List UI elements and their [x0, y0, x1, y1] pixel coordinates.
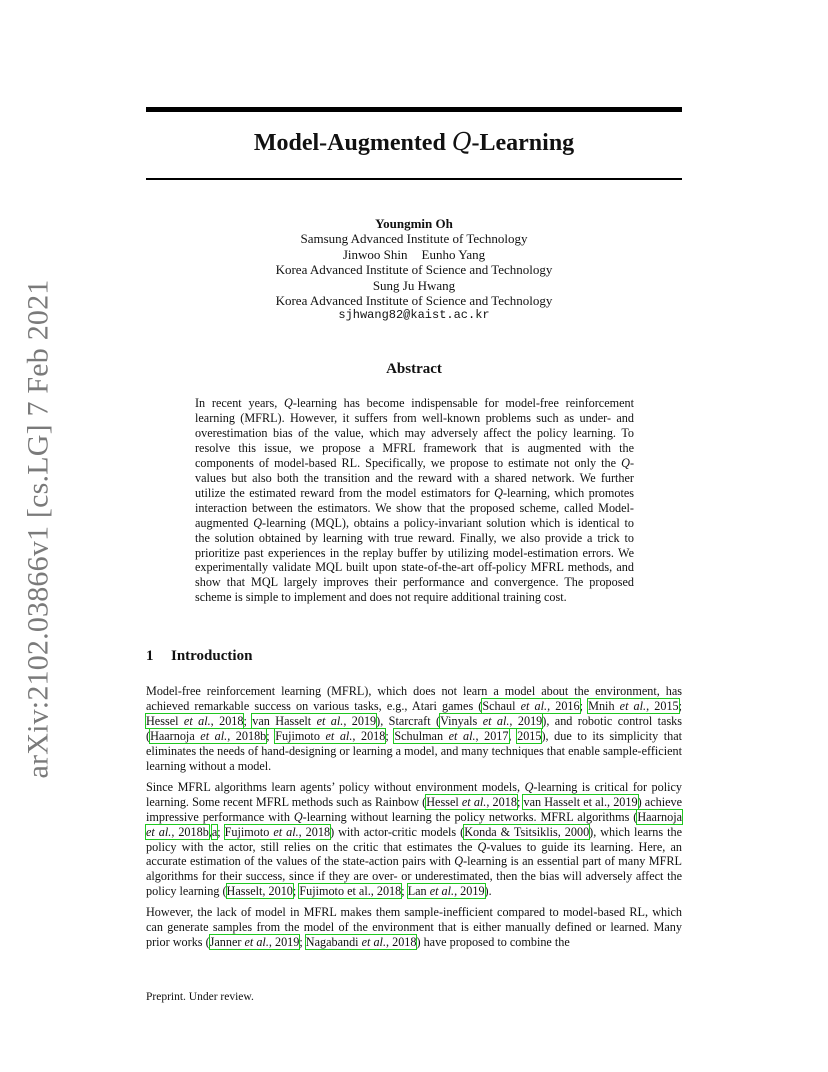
title-prefix: Model-Augmented [253, 130, 452, 156]
paragraph: However, the lack of model in MFRL makes them sample-inefficient compared to model-based RL, which can generate samples from the model of the environment that is either manually defined or learned. Many prior works (Janner et al., 2019; Nagabandi et al., 2018) have proposed to combine the [146, 905, 682, 950]
title-q-symbol: Q [451, 128, 472, 156]
paragraph: Model-free reinforcement learning (MFRL), which does not learn a model about the environment, has achieved remarkable success on various tasks, e.g., Atari games (Schaul et al., 2016; Mnih et al., 2015; Hessel et al., 2018; van Hasselt et al., 2019), Starcraft (Vinyals et al., 2019), and robotic control tasks (Haarnoja et al., 2018b; Fujimoto et al., 2018; Schulman et al., 2017, 2015), due to its simplicity that eliminates the needs of hand-designing or learning a model, and many techniques that enable sample-efficient learning without a model. [146, 684, 683, 773]
citation-link[interactable]: a [211, 824, 218, 839]
citation-link[interactable]: van Hasselt et al., 2019 [523, 794, 638, 809]
citation-link[interactable]: Mnih et al., 2015 [588, 698, 679, 713]
citation-link[interactable]: Hessel et al., 2018 [146, 713, 244, 728]
paper-title [146, 128, 682, 157]
citation-link[interactable]: Konda & Tsitsiklis, 2000 [464, 824, 590, 839]
citation-link[interactable]: Haarnoja et al., 2018b [150, 728, 267, 743]
author-name: Eunho Yang [421, 246, 486, 262]
section-number: 1 [146, 648, 154, 664]
section-title: Introduction [171, 648, 253, 664]
arxiv-id-text: arXiv:2102.03866v1 [cs.LG] 7 Feb 2021 [21, 279, 55, 779]
citation-link[interactable]: Schulman et al., 2017 [394, 728, 509, 743]
citation-link[interactable]: Lan et al., 2019 [407, 884, 485, 899]
author-name: Youngmin Oh [375, 216, 453, 231]
title-top-rule [146, 107, 682, 112]
citation-link[interactable]: Hessel et al., 2018 [426, 794, 517, 809]
introduction-body [146, 684, 682, 956]
title-bottom-rule [146, 178, 682, 180]
citation-link[interactable]: 2015 [517, 728, 542, 743]
paragraph: Since MFRL algorithms learn agents’ policy without environment models, Q-learning is critical for policy learning. Some recent MFRL methods such as Rainbow (Hessel et al., 2018; van Hasselt et al., 2019) achieve impressive performance with Q-learning without learning the policy networks. MFRL algorithms (Haarnoja et al., 2018b,a; Fujimoto et al., 2018) with actor-critic models (Konda & Tsitsiklis, 2000), which learns the policy with the actor, still relies on the critic that estimates the Q-values to guide its learning. Here, an accurate estimation of the values of the state-action pairs with Q-learning is an essential part of many MFRL algorithms for their success, since if they are over- or underestimated, then the bias will adversely affect the policy learning (Hasselt, 2010; Fujimoto et al., 2018; Lan et al., 2019). [146, 779, 682, 899]
citation-link[interactable]: Schaul et al., 2016 [482, 698, 580, 713]
title-suffix: -Learning [471, 130, 575, 156]
author-name: Jinwoo Shin [342, 246, 408, 262]
author-email: sjhwang82@kaist.ac.kr [338, 308, 490, 323]
abstract-text: In recent years, Q-learning has become indispensable for model-free reinforcement learning (MFRL). However, it suffers from well-known problems such as under- and overestimation bias of the value, which may adversely affect the policy learning. To resolve this issue, we propose a MFRL framework that is augmented with the components of model-based RL. Specifically, we propose to estimate not only the Q-values but also both the transition and the reward with a shared network. We further utilize the estimated reward from the model estimators for Q-learning, which promotes interaction between the estimators. We show that the proposed scheme, called Model-augmented Q-learning (MQL), obtains a policy-invariant solution which is identical to the solution obtained by learning with true reward. Finally, we also provide a trick to prioritize past experiences in the replay buffer by utilizing model-estimation errors. We experimentally validate MQL built upon state-of-the-art off-policy MFRL methods, and show that MQL largely improves their performance and convergence. The proposed scheme is simple to implement and does not require additional training cost. [195, 396, 634, 605]
citation-link[interactable]: Fujimoto et al., 2018 [299, 884, 402, 899]
author-names-row [146, 247, 682, 262]
citation-link[interactable]: Vinyals et al., 2019 [440, 713, 543, 728]
arxiv-side-stamp [16, 279, 60, 779]
citation-link[interactable]: van Hasselt et al., 2019 [252, 713, 377, 728]
author-affiliation: Korea Advanced Institute of Science and Technology [275, 293, 553, 309]
citation-link[interactable]: Haarnoja et al., 2018b [146, 809, 682, 839]
citation-link[interactable]: Hasselt, 2010 [226, 884, 293, 899]
citation-link[interactable]: Fujimoto et al., 2018 [275, 728, 386, 743]
citation-link[interactable]: Janner et al., 2019 [209, 935, 300, 950]
citation-link[interactable]: Fujimoto et al., 2018 [224, 824, 331, 839]
author-block [146, 216, 682, 324]
author-affiliation: Samsung Advanced Institute of Technology [300, 231, 528, 247]
citation-link[interactable]: Nagabandi et al., 2018 [305, 935, 417, 950]
abstract-heading: Abstract [386, 361, 442, 377]
author-affiliation: Korea Advanced Institute of Science and Technology [275, 262, 553, 278]
author-name: Sung Ju Hwang [372, 277, 456, 293]
section-heading-introduction [146, 648, 252, 665]
footer-note: Preprint. Under review. [146, 991, 254, 1003]
